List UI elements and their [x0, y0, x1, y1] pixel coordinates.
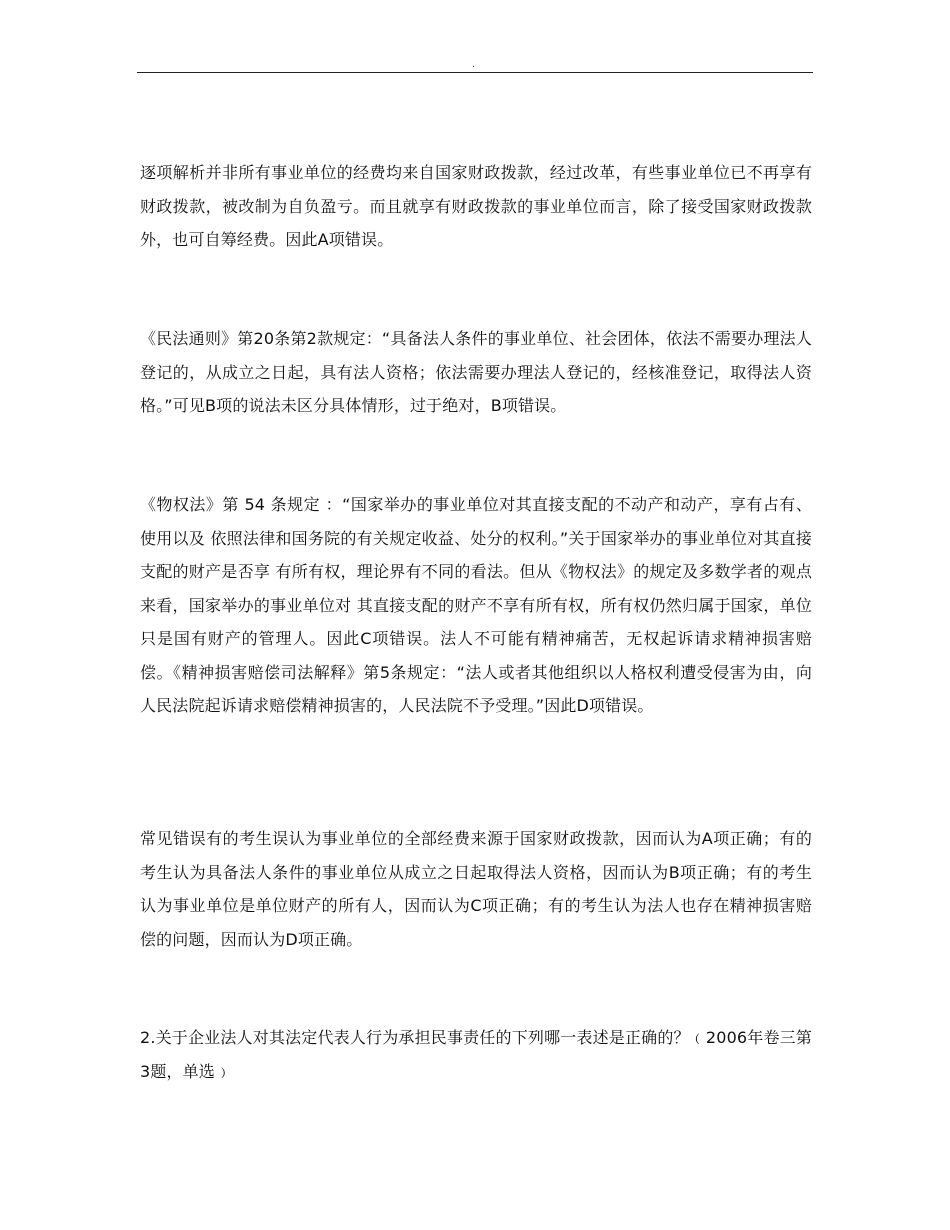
- header-rule: [137, 72, 813, 73]
- header-mark: .: [472, 59, 476, 70]
- paragraph-analysis-b: 《民法通则》第20条第2款规定：“具备法人条件的事业单位、社会团体，依法不需要办理法人登记的，从成立之日起，具有法人资格；依法需要办理法人登记的，经核准登记，取得法人资格。”可见B项的说法未区分具体情形，过于绝对，B项错误。: [140, 329, 812, 415]
- paragraph-analysis-c-d: 《物权法》第 54 条规定 ：“国家举办的事业单位对其直接支配的不动产和动产，享有占有、使用以及 依照法律和国务院的有关规定收益、处分的权利。”关于国家举办的事业单位对其直接支配的财产是否享 有所有权，理论界有不同的看法。但从《物权法》的规定及多数学者的观点来看，国家举办的事业单位对 其直接支配的财产不享有所有权，所有权仍然归属于国家，单位只是国有财产的管理人。因此C项错误。法人不可能有精神痛苦，无权起诉请求精神损害赔偿。《精神损害赔偿司法解释》第5条规定：“法人或者其他组织以人格权利遭受侵害为由，向人民法院起诉请求赔偿精神损害的，人民法院不予受理。”因此D项错误。: [140, 495, 812, 715]
- paragraph-analysis-a: 逐项解析并非所有事业单位的经费均来自国家财政拨款，经过改革，有些事业单位已不再享有财政拨款，被改制为自负盈亏。而且就享有财政拨款的事业单位而言，除了接受国家财政拨款外，也可自筹经费。因此A项错误。: [140, 163, 812, 249]
- paragraph-question-2: 2.关于企业法人对其法定代表人行为承担民事责任的下列哪一表述是正确的？﹙2006年卷三第3题，单选﹚: [140, 1028, 812, 1081]
- paragraph-common-errors: 常见错误有的考生误认为事业单位的全部经费来源于国家财政拨款，因而认为A项正确；有的考生认为具备法人条件的事业单位从成立之日起取得法人资格，因而认为B项正确；有的考生认为事业单位是单位财产的所有人，因而认为C项正确；有的考生认为法人也存在精神损害赔偿的问题，因而认为D项正确。: [140, 829, 812, 949]
